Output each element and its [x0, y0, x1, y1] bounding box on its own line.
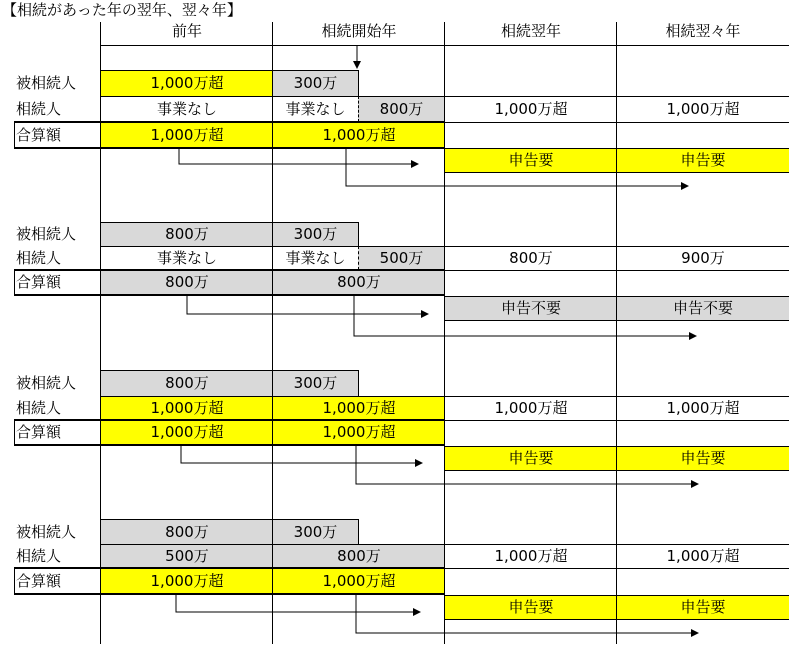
heir-next2: 900万 [681, 249, 725, 267]
decedent-prev: 800万 [165, 523, 209, 541]
result-next2: 申告不要 [672, 299, 733, 317]
result-next: 申告要 [508, 598, 554, 616]
total-start: 1,000万超 [322, 126, 396, 144]
label-total: 合算額 [16, 423, 62, 441]
heir-start: 事業なし [285, 100, 346, 118]
decedent-prev: 800万 [165, 225, 209, 243]
label-decedent: 被相続人 [16, 225, 77, 243]
label-decedent: 被相続人 [16, 374, 77, 392]
decedent-prev: 800万 [165, 374, 209, 392]
decedent-start: 300万 [293, 523, 338, 541]
decedent-start: 300万 [293, 74, 338, 92]
heir-next: 1,000万超 [494, 399, 568, 417]
result-next: 申告要 [508, 151, 554, 169]
result-next: 申告不要 [500, 299, 561, 317]
heir-start-extra: 800万 [379, 100, 424, 118]
header-next-year: 相続翌年 [500, 22, 561, 40]
label-decedent: 被相続人 [16, 74, 77, 92]
page-title: 【相続があった年の翌年、翌々年】 [2, 1, 242, 19]
decedent-start: 300万 [293, 225, 338, 243]
decedent-prev: 1,000万超 [150, 74, 224, 92]
label-total: 合算額 [16, 273, 62, 291]
heir-next: 800万 [509, 249, 553, 267]
heir-start: 1,000万超 [322, 399, 396, 417]
heir-prev: 事業なし [156, 249, 217, 267]
label-heir: 相続人 [16, 100, 62, 118]
total-prev: 800万 [165, 273, 209, 291]
heir-next2: 1,000万超 [666, 547, 740, 565]
label-heir: 相続人 [16, 547, 62, 565]
label-heir: 相続人 [16, 249, 62, 267]
header-start-year: 相続開始年 [321, 22, 397, 40]
label-total: 合算額 [16, 126, 62, 144]
label-heir: 相続人 [16, 399, 62, 417]
heir-next: 1,000万超 [494, 547, 568, 565]
heir-prev: 事業なし [156, 100, 217, 118]
total-prev: 1,000万超 [150, 423, 224, 441]
heir-next: 1,000万超 [494, 100, 568, 118]
header-prev-year: 前年 [171, 22, 202, 40]
header-next2-year: 相続翌々年 [665, 22, 741, 40]
decedent-start: 300万 [293, 374, 338, 392]
heir-next2: 1,000万超 [666, 100, 740, 118]
result-next2: 申告要 [680, 449, 726, 467]
heir-next2: 1,000万超 [666, 399, 740, 417]
total-prev: 1,000万超 [150, 126, 224, 144]
heir-start-extra: 500万 [379, 249, 424, 267]
result-next2: 申告要 [680, 151, 726, 169]
heir-prev: 1,000万超 [150, 399, 224, 417]
heir-start: 800万 [337, 547, 381, 565]
total-start: 800万 [337, 273, 381, 291]
result-next: 申告要 [508, 449, 554, 467]
label-total: 合算額 [16, 572, 62, 590]
heir-prev: 500万 [165, 547, 209, 565]
total-start: 1,000万超 [322, 423, 396, 441]
label-decedent: 被相続人 [16, 523, 77, 541]
result-next2: 申告要 [680, 598, 726, 616]
total-prev: 1,000万超 [150, 572, 224, 590]
heir-start: 事業なし [285, 249, 346, 267]
total-start: 1,000万超 [322, 572, 396, 590]
